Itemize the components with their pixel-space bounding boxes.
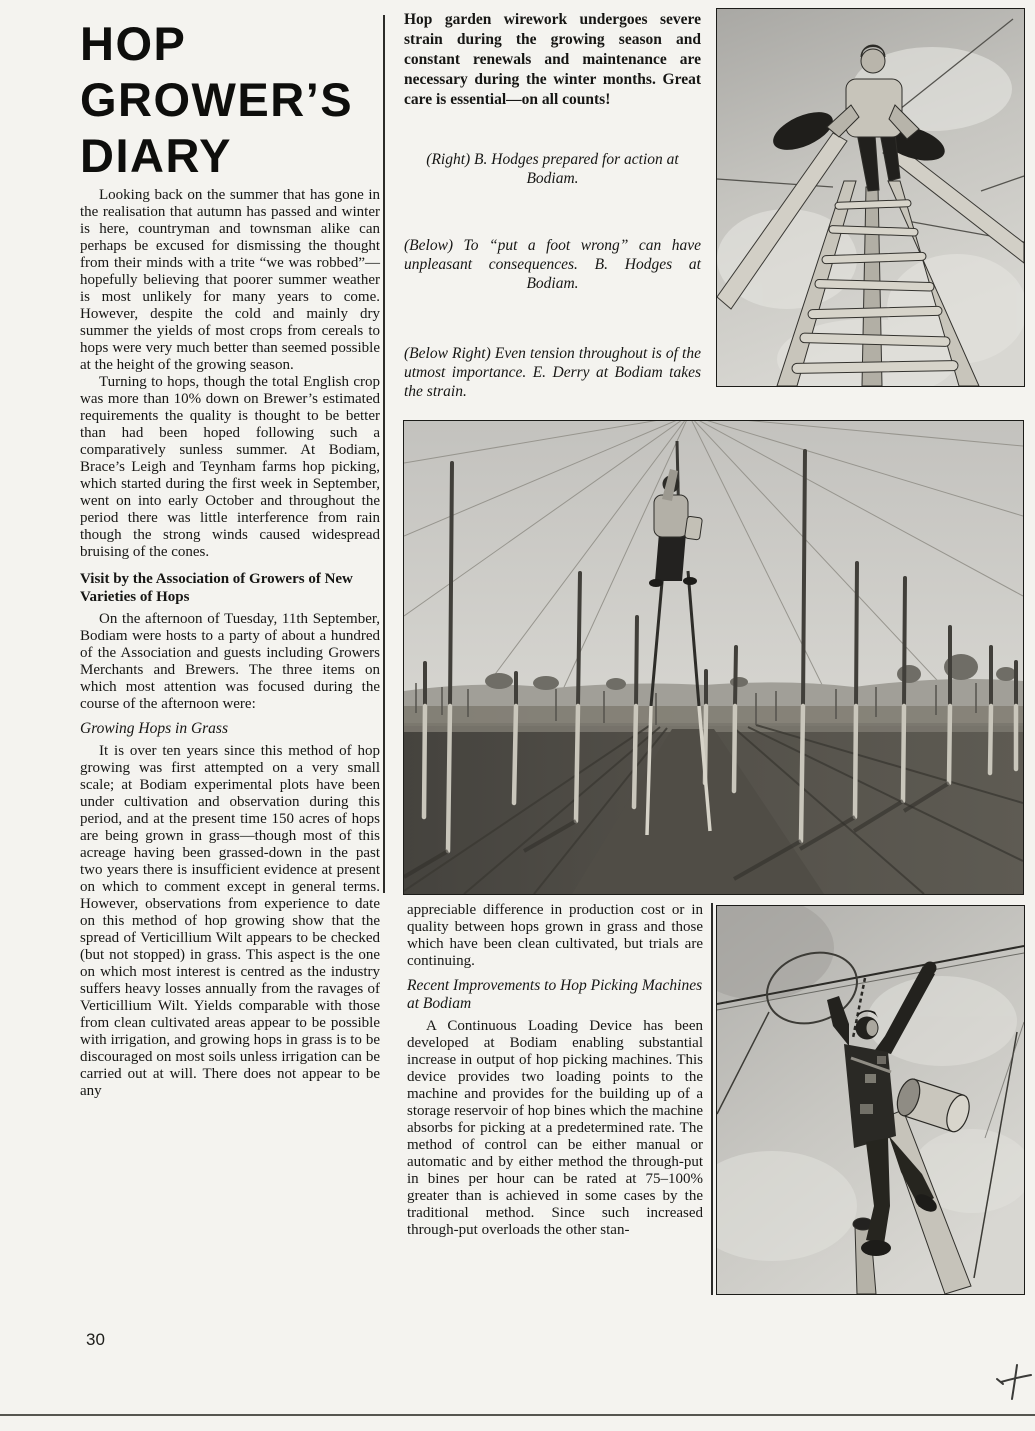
middle-column-lower	[407, 902, 703, 1239]
photo-wire-tension-worker	[716, 905, 1025, 1295]
standfirst-wirework: Hop garden wirework undergoes severe strain during the growing season and constant renewals and maintenance are necessary during the winter months. Great care is essential—on all counts!	[404, 11, 701, 108]
column-rule-left	[383, 15, 385, 893]
title-line-2: GROWER’S	[80, 73, 354, 126]
paragraph-grass-trials: It is over ten years since this method of hop growing was first attempted on a very small scale; at Bodiam experimental plots have been under cultivation and observation during this period, and at the present time 150 acres of hops are being grown in grass—though most of this acreage having been grassed-down in the past two years there is insufficient evidence at present on which to comment except in general terms. However, observations from experience to date on this method of hop growing show that the spread of Verticillium Wilt appears to be checked (but not stopped) in grass. This aspect is the one on which most interest is centred as the industry suffers heavy losses annually from the ravages of Verticillium Wilt. Yields comparable with those from clean cultivated areas appear to be possible with irrigation, and growing hops in grass is to be discouraged on most soils unless irrigation can be carried out at will. There does not appear to be any	[80, 743, 380, 1099]
paragraph-association-visit: On the afternoon of Tuesday, 11th September, Bodiam were hosts to a party of about a hundred of the Association and guests including Growers Merchants and Brewers. The three items on which most attention was focused during the course of the afternoon were:	[80, 611, 380, 712]
caption-below-right-photo: (Below Right) Even tension throughout is of the utmost importance. E. Derry at Bodiam takes the strain.	[404, 345, 701, 400]
column-rule-right	[711, 903, 713, 1295]
photo-ladder-worker-art	[717, 9, 1024, 386]
paragraph-loading-device: A Continuous Loading Device has been developed at Bodiam enabling substantial increase in output of hop picking machines. This device provides two loading points to the machine and provides for the building up of a storage reservoir of hop bines which the machine absorbs for picking at a predetermined rate. The method of control can be either manual or automatic and by either method the through-put in bines per hour can be rated at 75–100% greater than is achieved in some cases by the traditional method. Since such increased through-put overloads the other stan-	[407, 1018, 703, 1238]
footer-rule	[0, 1414, 1035, 1416]
left-column	[80, 187, 380, 1100]
title-line-3: DIARY	[80, 129, 232, 182]
paragraph-hops-crop: Turning to hops, though the total English crop was more than 10% down on Brewer’s estimated requirements the quality is thought to be better than had been hoped following such a comparatively sunless summer. At Bodiam, Brace’s Leigh and Teynham farms hop picking, which started during the first week in September, went on into early October and throughout the period there was little interference from rain though the strong winds caused widespread bruising of the cones.	[80, 374, 380, 560]
section-heading-association-visit: Visit by the Association of Growers of New Varieties of Hops	[80, 571, 353, 605]
caption-right-photo: (Right) B. Hodges prepared for action at Bodiam.	[426, 151, 679, 187]
photo-stilt-worker-art	[404, 421, 1023, 894]
subhead-picking-machines: Recent Improvements to Hop Picking Machines at Bodiam	[407, 977, 703, 1012]
paragraph-summer-review: Looking back on the summer that has gone in the realisation that autumn has passed and winter is here, countryman and townsman alike can perhaps be excused for dismissing the thought from their minds with a trite “we was robbed”— hopefully believing that poorer summer weather is most unlikely for many years to come. However, despite the cold and mainly dry summer the yields of most crops from cereals to hops were very much better than seemed possible at the height of the growing season.	[80, 187, 380, 373]
page-title	[80, 16, 390, 184]
photo-stilt-worker-hop-garden	[403, 420, 1024, 895]
caption-below-photo: (Below) To “put a foot wrong” can have unpleasant consequences. B. Hodges at Bodiam.	[404, 237, 701, 292]
title-line-1: HOP	[80, 17, 187, 70]
subhead-growing-hops-in-grass: Growing Hops in Grass	[80, 720, 228, 737]
photo-wire-tension-art	[717, 906, 1024, 1294]
page-number: 30	[86, 1330, 105, 1349]
handwritten-cross-mark	[993, 1360, 1035, 1404]
paragraph-grass-trials-continued: appreciable difference in production cost or in quality between hops grown in grass and those which have been clean cultivated, but trials are continuing.	[407, 902, 703, 969]
photo-ladder-worker	[716, 8, 1025, 387]
